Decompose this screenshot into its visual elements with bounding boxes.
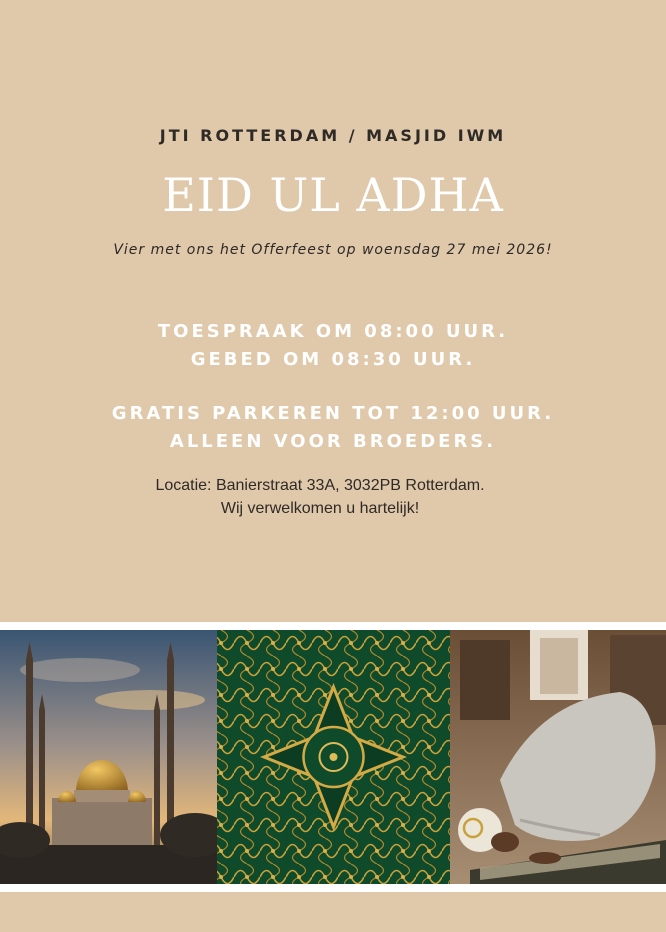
green-gold-pattern xyxy=(217,630,450,884)
event-subtitle: Vier met ons het Offerfeest op woensdag 27 mei 2026! xyxy=(113,242,553,258)
parking-block xyxy=(0,400,666,456)
mosque-sunset-photo xyxy=(0,630,230,884)
speech-time: TOESPRAAK OM 08:00 UUR. xyxy=(157,321,509,342)
prayer-prostration-photo xyxy=(450,630,666,884)
photo-strip xyxy=(0,630,666,884)
photo-strip-border-top xyxy=(0,622,666,630)
location-address: Locatie: Banierstraat 33A, 3032PB Rotterdam. xyxy=(155,477,485,494)
location-block xyxy=(0,474,640,520)
parking-info: GRATIS PARKEREN TOT 12:00 UUR. xyxy=(111,403,555,424)
organization-name: JTI ROTTERDAM / MASJID IWM xyxy=(159,126,507,145)
schedule-block xyxy=(0,318,666,374)
event-title: EID UL ADHA xyxy=(162,168,504,222)
brothers-only-note: ALLEEN VOOR BROEDERS. xyxy=(169,431,497,452)
photo-strip-border-bottom xyxy=(0,884,666,892)
welcome-text: Wij verwelkomen u hartelijk! xyxy=(220,500,420,517)
prayer-time: GEBED OM 08:30 UUR. xyxy=(190,349,476,370)
